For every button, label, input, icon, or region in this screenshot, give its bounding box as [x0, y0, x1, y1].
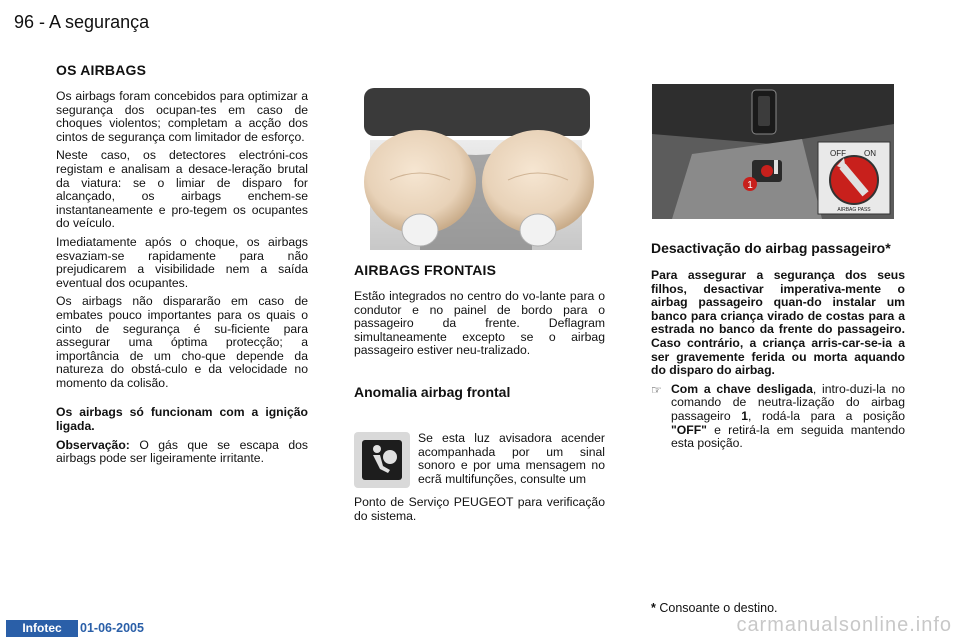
switch-bottom-label: AIRBAG PASS [837, 207, 871, 213]
bullet-body [671, 383, 905, 451]
paragraph: Estão integrados no centro do vo-lante para o condutor e no painel de bordo para o passageiro da frente. Deflagram simultaneamente excepto se o airbag passageiro estiver neu-tralizado. [354, 289, 605, 358]
page-header: 96 - A segurança [14, 12, 150, 32]
bullet-text: , rodá-la para a posição [748, 408, 906, 423]
instruction-bullet [651, 383, 905, 451]
section-heading: OS AIRBAGS [56, 62, 147, 78]
section-heading: Desactivação do airbag passageiro* [651, 240, 891, 256]
observation-label: Observação: [56, 437, 130, 452]
anomaly-paragraph-tail: Ponto de Serviço PEUGEOT para verificação do sistema. [354, 495, 605, 523]
footnote [651, 601, 778, 615]
callout-number: 1 [747, 180, 753, 191]
bullet-hand-icon: ☞ [651, 382, 662, 397]
footnote-text: Consoante o destino. [655, 601, 778, 615]
front-airbags-photo [350, 80, 602, 250]
watermark: carmanualsonline.info [736, 614, 952, 636]
anomaly-paragraph: Se esta luz avisadora acender acompanhada por um sinal sonoro e por uma mensagem no ecrã multifunções, consulte um [418, 431, 605, 486]
airbag-switch-photo [652, 84, 894, 219]
subsection-heading: Anomalia airbag frontal [354, 383, 511, 400]
bullet-off-label: "OFF" [671, 422, 707, 437]
bullet-number: 1 [741, 408, 749, 423]
section-heading: AIRBAGS FRONTAIS [354, 262, 497, 278]
observation-paragraph [56, 439, 308, 466]
passenger-airbag-deactivation-section [651, 240, 905, 451]
bullet-text: , intro-duzi-la no comando de neutra-lização do airbag passageiro [671, 381, 905, 423]
bullet-text: e retirá-la em seguida mantendo esta posição. [671, 422, 905, 451]
front-airbags-section [354, 262, 605, 411]
paragraph: Os airbags não dispararão em caso de embates pouco importantes para os quais o cinto de segurança é su-ficiente para assegurar uma óptima protecção; a importância de um cho-que depende da natureza do obstá-culo e da velocidade no momento da colisão. [56, 294, 308, 390]
child-seat-warning: Para assegurar a segurança dos seus filhos, desactivar imperativa-mente o airbag passageiro quan-do instalar um banco para criança virado de costas para a estrada no banco da frente do passageiro. Caso contrário, a criança arris-car-se-ia a ser gravemente ferida ou morta aquando do disparo do airbag. [651, 268, 905, 378]
airbag-warning-icon [354, 432, 410, 488]
paragraph: Imediatamente após o choque, os airbags esvaziam-se rapidamente para não prejudicarem a visibilidade nem a saída eventual dos ocupantes. [56, 234, 308, 290]
switch-on-label: ON [864, 149, 876, 158]
observation-text: O gás que se escapa dos airbags pode ser ligeiramente irritante. [56, 437, 308, 466]
infotec-badge: Infotec [6, 620, 78, 637]
passenger-airbag-icon [362, 440, 402, 480]
print-date: 01-06-2005 [80, 621, 144, 635]
bullet-key-phrase: Com a chave desligada [671, 381, 813, 396]
airbags-section [56, 62, 308, 471]
switch-off-label: OFF [830, 149, 846, 158]
paragraph: Os airbags foram concebidos para optimizar a segurança dos ocupan-tes em caso de choques violentos; completam a acção dos cintos de segurança com limitador de esforço. [56, 89, 308, 144]
ignition-note: Os airbags só funcionam com a ignição ligada. [56, 405, 308, 434]
paragraph: Neste caso, os detectores electróni-cos registam e analisam a desace-leração brutal da viatura: se o limiar de disparo for alcançado, os airbags enchem-se instantaneamente e pro-tegem os ocupantes do veículo. [56, 148, 308, 231]
footnote-mark: * [651, 601, 656, 615]
